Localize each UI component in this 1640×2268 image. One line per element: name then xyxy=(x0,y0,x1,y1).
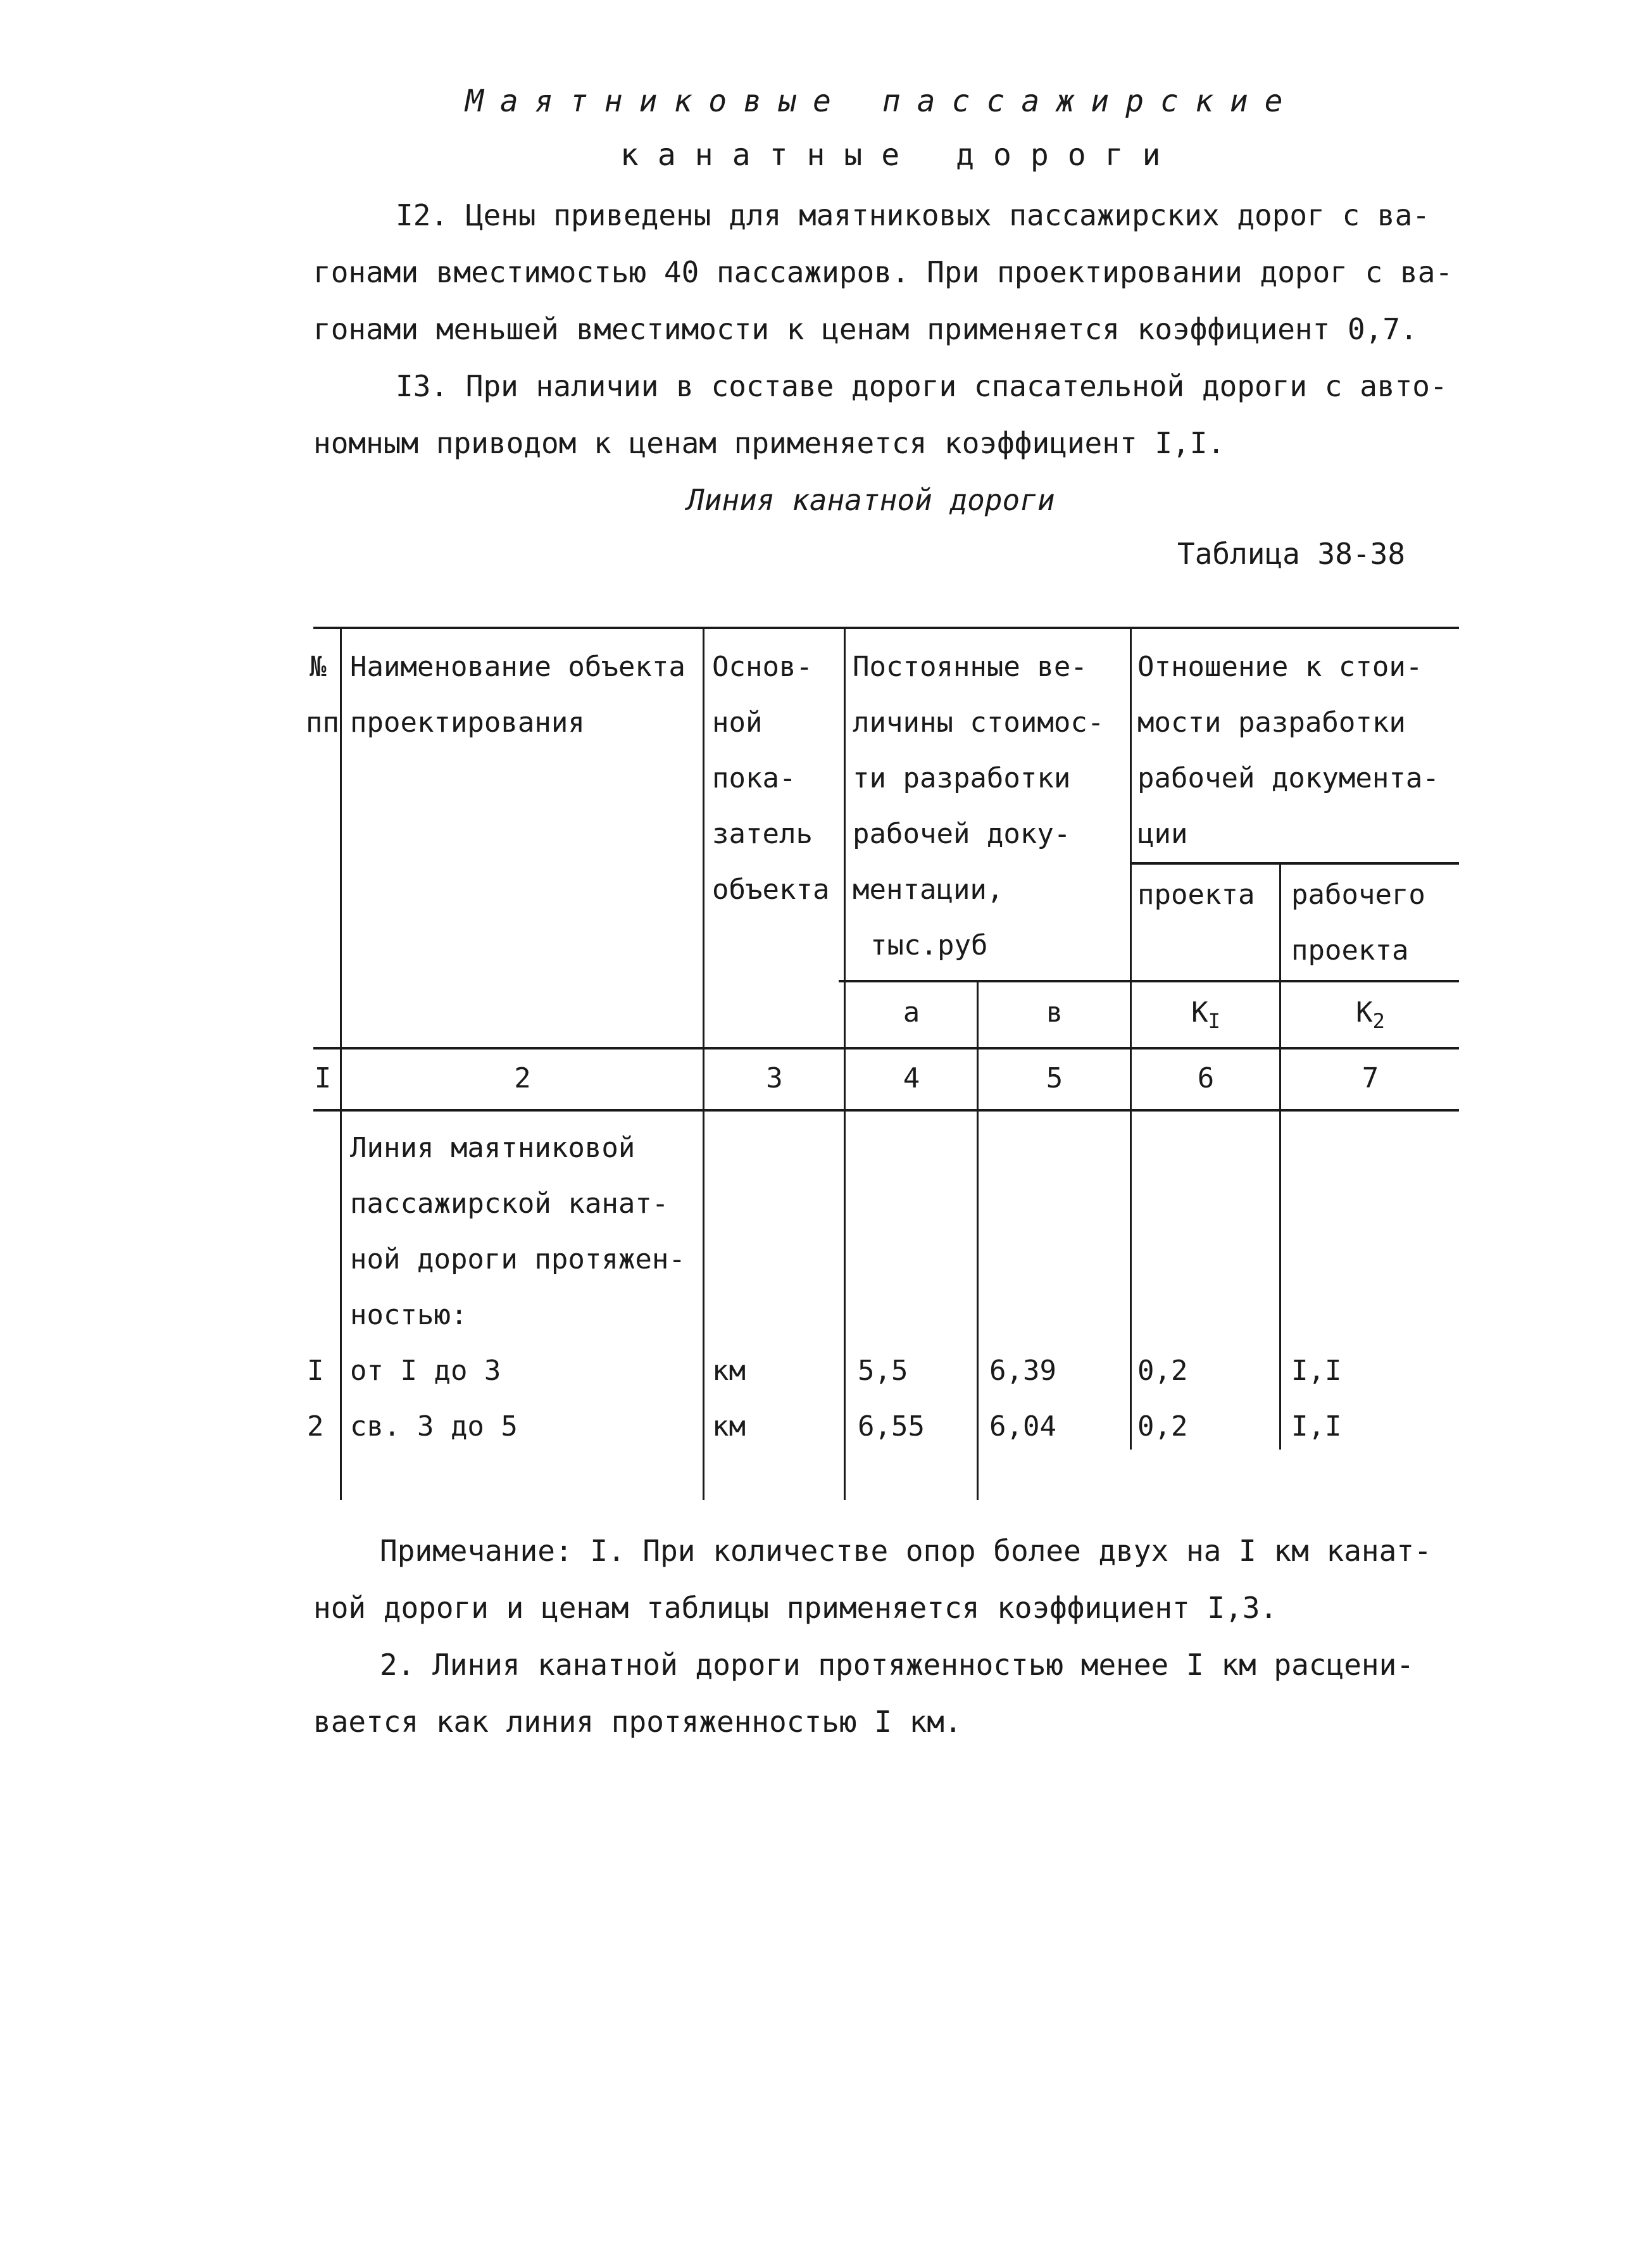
row-2-number: 2 xyxy=(307,1410,324,1443)
group-title-line-3: ной дороги протяжен- xyxy=(350,1243,685,1275)
paragraph-12-line-3: гонами меньшей вместимости к ценам применяется коэффициент 0,7. xyxy=(313,312,1418,346)
paragraph-13-line-2: номным приводом к ценам применяется коэффициент I,I. xyxy=(313,426,1225,460)
col-divider-1 xyxy=(340,627,342,1500)
col-number-5: 5 xyxy=(1046,1062,1063,1094)
group-title-line-2: пассажирской канат- xyxy=(350,1187,669,1220)
row-1-name: от I до 3 xyxy=(350,1355,501,1387)
col-divider-2 xyxy=(703,627,704,1500)
header-col2-line-2: проектирования xyxy=(350,706,585,739)
row-1-k2: I,I xyxy=(1291,1355,1342,1387)
row-2-b: 6,04 xyxy=(989,1410,1056,1443)
row-1-number: I xyxy=(307,1355,324,1387)
col-divider-4 xyxy=(977,980,979,1500)
header-col2-line-1: Наименование объекта xyxy=(350,651,685,683)
note-2-line-1: 2. Линия канатной дороги протяженностью менее I км расцени- xyxy=(380,1648,1414,1682)
row-2-k1: 0,2 xyxy=(1137,1410,1188,1443)
col-number-7: 7 xyxy=(1361,1062,1379,1094)
header-col45-line-2: личины стоимос- xyxy=(853,706,1105,739)
row-1-k1: 0,2 xyxy=(1137,1355,1188,1387)
subheader-k2: $К_2$ xyxy=(1356,996,1385,1033)
col-divider-3 xyxy=(844,627,846,1500)
note-2-line-2: вается как линия протяженностью I км. xyxy=(313,1705,962,1739)
header-col3-line-3: пока- xyxy=(712,762,796,794)
header-col3-line-5: объекта xyxy=(712,874,830,906)
header-col67-line-4: ции xyxy=(1137,818,1188,850)
header-col3-line-2: ной xyxy=(712,706,763,739)
subheader-k1: $К_I$ xyxy=(1191,996,1220,1033)
note-1-line-2: ной дороги и ценам таблицы применяется коэффициент I,3. xyxy=(313,1591,1278,1625)
row-1-unit: км xyxy=(712,1355,746,1387)
col-number-6: 6 xyxy=(1197,1062,1215,1094)
paragraph-12-line-1: I2. Цены приведены для маятниковых пассажирских дорог с ва- xyxy=(396,198,1430,232)
header-col45-line-4: рабочей доку- xyxy=(853,818,1071,850)
col-number-4: 4 xyxy=(903,1062,920,1094)
header-col7-line-2: проекта xyxy=(1291,934,1409,967)
table-top-rule xyxy=(313,627,1459,629)
paragraph-12-line-2: гонами вместимостью 40 пассажиров. При проектировании дорог с ва- xyxy=(313,255,1453,289)
group-title-line-4: ностью: xyxy=(350,1299,468,1331)
note-1-line-1: Примечание: I. При количестве опор более двух на I км канат- xyxy=(380,1534,1432,1568)
numbers-bottom-rule xyxy=(313,1109,1459,1112)
row-2-k2: I,I xyxy=(1291,1410,1342,1443)
header-col1-line-1: № xyxy=(310,651,327,683)
subheader-b: в xyxy=(1046,996,1063,1029)
header-col7-line-1: рабочего xyxy=(1291,879,1425,911)
col-number-3: 3 xyxy=(766,1062,783,1094)
document-title: Маятниковые пассажирские xyxy=(465,84,1299,119)
header-col6: проекта xyxy=(1137,879,1255,911)
col-divider-5 xyxy=(1130,627,1132,1450)
group-title-line-1: Линия маятниковой xyxy=(350,1132,635,1164)
header-subrule-ratio xyxy=(1130,862,1459,865)
subheader-a: а xyxy=(903,996,920,1029)
header-col45-line-6: тыс.руб xyxy=(870,929,988,962)
header-subrule-letters xyxy=(839,980,1459,982)
price-table xyxy=(306,627,1459,1500)
col-number-2: 2 xyxy=(514,1062,531,1094)
header-col45-line-5: ментации, xyxy=(853,874,1004,906)
header-col3-line-4: затель xyxy=(712,818,813,850)
row-2-a: 6,55 xyxy=(858,1410,925,1443)
table-label: Таблица 38-38 xyxy=(1177,537,1406,571)
row-2-name: св. 3 до 5 xyxy=(350,1410,518,1443)
header-col67-line-1: Отношение к стои- xyxy=(1137,651,1423,683)
row-2-unit: км xyxy=(712,1410,746,1443)
paragraph-13-line-1: I3. При наличии в составе дороги спасательной дороги с авто- xyxy=(396,369,1448,403)
col-divider-6 xyxy=(1279,862,1281,1450)
header-col67-line-2: мости разработки xyxy=(1137,706,1406,739)
header-col3-line-1: Основ- xyxy=(712,651,813,683)
document-subtitle: канатные дороги xyxy=(620,137,1180,173)
row-1-a: 5,5 xyxy=(858,1355,908,1387)
col-number-1: I xyxy=(314,1062,332,1094)
header-col67-line-3: рабочей документа- xyxy=(1137,762,1439,794)
header-col45-line-3: ти разработки xyxy=(853,762,1071,794)
row-1-b: 6,39 xyxy=(989,1355,1056,1387)
section-caption: Линия канатной дороги xyxy=(687,483,1055,517)
header-col1-line-2: пп xyxy=(306,706,339,739)
header-col45-line-1: Постоянные ве- xyxy=(853,651,1087,683)
